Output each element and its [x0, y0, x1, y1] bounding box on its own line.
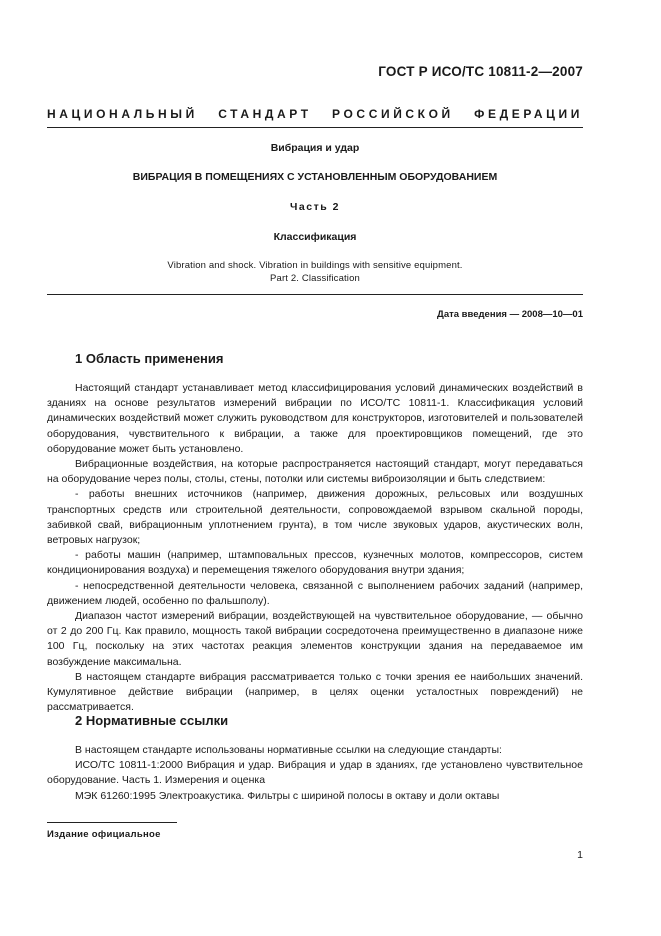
- section1-paragraph: В настоящем стандарте вибрация рассматривается только с точки зрения ее наибольших значений. Кумулятивное действие вибрации (например, в целях оценки усталостных повреждений) не рассматривается.: [47, 670, 583, 714]
- title-main: ВИБРАЦИЯ В ПОМЕЩЕНИЯХ С УСТАНОВЛЕННЫМ ОБОРУДОВАНИЕМ: [132, 171, 498, 183]
- section2-reference: ИСО/ТС 10811-1:2000 Вибрация и удар. Вибрация и удар в зданиях, где установлено чувствительное оборудование. Часть 1. Измерения и оценка: [47, 759, 583, 787]
- section2-reference: МЭК 61260:1995 Электроакустика. Фильтры с шириной полосы в октаву и доли октавы: [75, 789, 500, 802]
- official-edition-label: Издание официальное: [47, 829, 161, 840]
- section2-paragraph: В настоящем стандарте использованы нормативные ссылки на следующие стандарты:: [75, 744, 502, 756]
- section2-body: [47, 743, 583, 804]
- national-standard-line: НАЦИОНАЛЬНЫЙ СТАНДАРТ РОССИЙСКОЙ ФЕДЕРАЦИИ: [47, 107, 583, 121]
- title-rule: [47, 294, 583, 295]
- title-classification: Классификация: [273, 231, 357, 243]
- page-number: 1: [577, 849, 583, 861]
- section2-heading: 2 Нормативные ссылки: [75, 713, 229, 728]
- section1-heading: 1 Область применения: [75, 351, 224, 366]
- header-rule: [47, 127, 583, 128]
- section1-paragraph: Настоящий стандарт устанавливает метод классифицирования условий динамических воздействий в зданиях на основе результатов измерений вибрации по ИСО/ТС 10811-1. Классификация условий динамических воздействий может служить руководством для конструкторов, изготовителей и пользователей оборудования, чувствительного к вибрации, а также для проектировщиков помещений, где это оборудование может быть установлено.: [47, 382, 583, 455]
- title-subtitle: Вибрация и удар: [270, 142, 360, 154]
- introduction-date: Дата введения — 2008—10—01: [437, 309, 583, 320]
- standard-number: ГОСТ Р ИСО/ТС 10811-2—2007: [378, 64, 583, 79]
- section1-paragraph: Вибрационные воздействия, на которые распространяется настоящий стандарт, могут передаваться на оборудование через полы, столы, стены, потолки или системы виброизоляции и быть следствием:: [47, 458, 583, 486]
- english-title-line1: Vibration and shock. Vibration in buildings with sensitive equipment.: [167, 260, 463, 271]
- section1-list-item: - работы внешних источников (например, движения дорожных, рельсовых или воздушных транспортных средств или строительной деятельности, сопровождаемой взрывом скальной породы, забивкой свай, вибрационным уплотнением грунта), в том числе звуковых ударов, акустических волн, ветровых нагрузок;: [47, 488, 583, 547]
- english-title-line2: Part 2. Classification: [270, 273, 360, 284]
- title-part: Часть 2: [290, 201, 340, 213]
- section1-paragraph: Диапазон частот измерений вибрации, воздействующей на чувствительное оборудование, — обычно от 2 до 200 Гц. Как правило, мощность такой вибрации сосредоточена преимущественно в диапазоне ниже 100 Гц, поскольку на этих частотах реакция элементов конструкции здания на передаваемое им возбуждение максимальна.: [47, 610, 583, 668]
- section1-list-item: - непосредственной деятельности человека, связанной с выполнением рабочих заданий (например, движением людей, особенно по фальшполу).: [47, 579, 583, 607]
- footer-rule: [47, 822, 177, 823]
- section1-list-item: - работы машин (например, штамповальных прессов, кузнечных молотов, компрессоров, систем кондиционирования воздуха) и перемещения тяжелого оборудования внутри здания;: [47, 549, 583, 577]
- section1-body: [47, 381, 583, 715]
